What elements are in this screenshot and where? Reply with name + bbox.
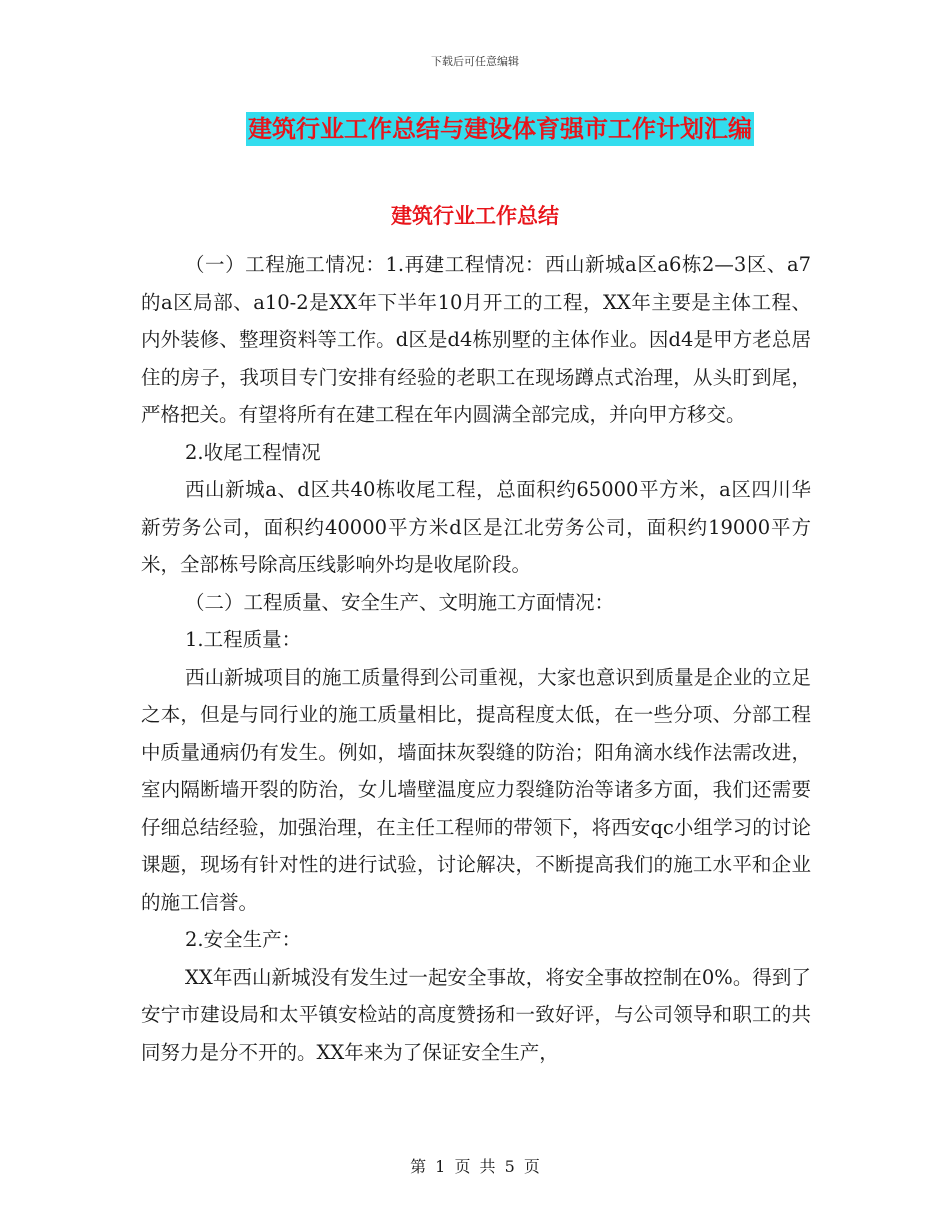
paragraph: 2.安全生产： (185, 928, 302, 951)
paragraph: 西山新城a、d区共40栋收尾工程，总面积约65000平方米，a区四川华新劳务公司，面积约40000平方米d区是江北劳务公司，面积约19000平方米，全部栋号除高压线影响外均是收尾阶段。 (141, 478, 811, 576)
paragraph: 2.收尾工程情况 (185, 440, 321, 464)
document-title: 建筑行业工作总结与建设体育强市工作计划汇编 (246, 112, 754, 146)
page-header: 下载后可任意编辑 (431, 55, 519, 68)
title-row (0, 112, 950, 146)
paragraph: XX年西山新城没有发生过一起安全事故，将安全事故控制在0%。得到了安宁市建设局和太平镇安检站的高度赞扬和一致好评，与公司领导和职工的共同努力是分不开的。XX年来为了保证安全生产， (141, 965, 811, 1064)
section-title: 建筑行业工作总结 (391, 204, 559, 228)
page-footer: 第 1 页 共 5 页 (410, 1157, 540, 1176)
document-body (141, 246, 811, 1071)
paragraph: （二）工程质量、安全生产、文明施工方面情况： (185, 590, 615, 614)
paragraph: 1.工程质量： (185, 628, 302, 651)
paragraph: （一）工程施工情况：1.再建工程情况：西山新城a区a6栋2—3区、a7的a区局部、a10-2是XX年下半年10月开工的工程，XX年主要是主体工程、内外装修、整理资料等工作。d区是d4栋别墅的主体作业。因d4是甲方老总居住的房子，我项目专门安排有经验的老职工在现场蹲点式治理，从头盯到尾，严格把关。有望将所有在建工程在年内圆满全部完成，并向甲方移交。 (141, 253, 811, 426)
paragraph: 西山新城项目的施工质量得到公司重视，大家也意识到质量是企业的立足之本，但是与同行业的施工质量相比，提高程度太低，在一些分项、分部工程中质量通病仍有发生。例如，墙面抹灰裂缝的防治；阳角滴水线作法需改进，室内隔断墙开裂的防治，女儿墙壁温度应力裂缝防治等诸多方面，我们还需要仔细总结经验，加强治理，在主任工程师的带领下，将西安qc小组学习的讨论课题，现场有针对性的进行试验，讨论解决，不断提高我们的施工水平和企业的施工信誉。 (141, 665, 811, 914)
